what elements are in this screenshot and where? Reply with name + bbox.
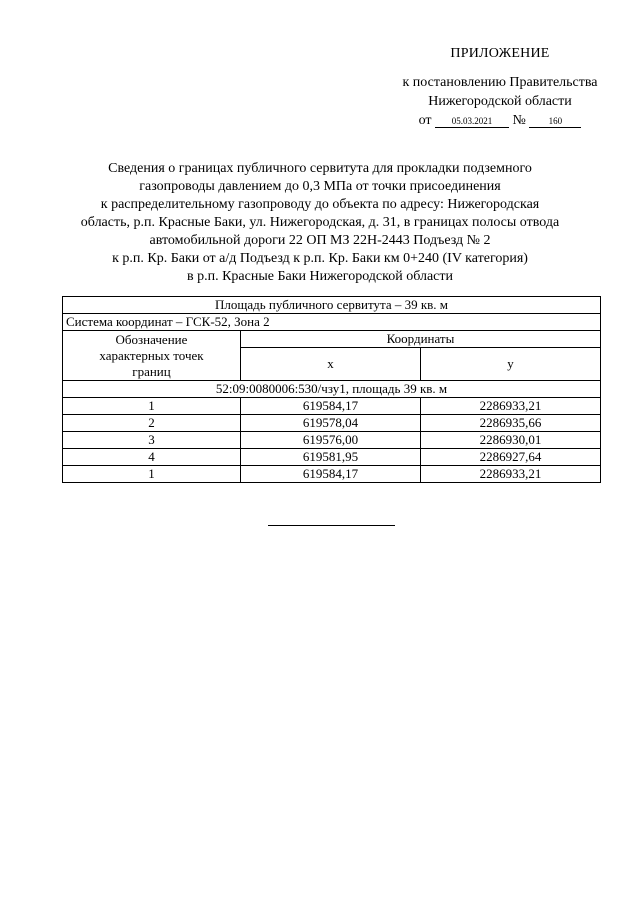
point-cell: 3 [63, 432, 241, 449]
area-title: Площадь публичного сервитута – 39 кв. м [63, 297, 601, 314]
y-cell: 2286930,01 [420, 432, 600, 449]
heading-line: Сведения о границах публичного сервитута для прокладки подземного [108, 161, 532, 176]
point-cell: 2 [63, 415, 241, 432]
table-parcel-row [63, 381, 601, 398]
col-header-points-line: границ [132, 363, 171, 379]
appendix-title: ПРИЛОЖЕНИЕ [450, 46, 550, 61]
table-row [63, 415, 601, 432]
parcel-label: 52:09:0080006:530/чзу1, площадь 39 кв. м [63, 381, 601, 398]
y-cell: 2286933,21 [420, 398, 600, 415]
col-header-coords: Координаты [240, 331, 600, 348]
appendix-date-line [419, 111, 582, 130]
col-header-x: х [240, 348, 420, 381]
heading-line: автомобильной дороги 22 ОП МЗ 22Н-2443 Подъезд № 2 [149, 233, 491, 248]
heading-line: к р.п. Кр. Баки от а/д Подъезд к р.п. Кр. Баки км 0+240 (IV категория) [112, 251, 528, 266]
heading-line: к распределительному газопроводу до объекта по адресу: Нижегородская [100, 197, 540, 212]
point-cell: 4 [63, 449, 241, 466]
heading-line: область, р.п. Красные Баки, ул. Нижегородская, д. 31, в границах полосы отвода [80, 215, 560, 230]
y-cell: 2286933,21 [420, 466, 600, 483]
y-cell: 2286935,66 [420, 415, 600, 432]
table-system-row [63, 314, 601, 331]
x-cell: 619578,04 [240, 415, 420, 432]
from-label: от [418, 113, 432, 128]
point-cell: 1 [63, 466, 241, 483]
document-heading [40, 160, 600, 286]
x-cell: 619584,17 [240, 466, 420, 483]
col-header-points-line: Обозначение [115, 331, 188, 347]
table-area-row [63, 297, 601, 314]
x-cell: 619581,95 [240, 449, 420, 466]
point-cell: 1 [63, 398, 241, 415]
heading-line: газопроводы давлением до 0,3 МПа от точки присоединения [139, 179, 501, 194]
col-header-points [63, 331, 241, 381]
decree-number: 160 [529, 115, 581, 128]
coordinates-table [62, 296, 601, 483]
appendix-line-2: Нижегородской области [428, 94, 572, 109]
y-cell: 2286927,64 [420, 449, 600, 466]
table-row [63, 398, 601, 415]
appendix-block [360, 44, 640, 130]
x-cell: 619584,17 [240, 398, 420, 415]
appendix-line-1: к постановлению Правительства [402, 75, 598, 90]
col-header-points-line: характерных точек [99, 347, 204, 363]
x-cell: 619576,00 [240, 432, 420, 449]
number-label: № [512, 113, 526, 128]
table-row [63, 449, 601, 466]
heading-line: в р.п. Красные Баки Нижегородской области [186, 269, 454, 284]
col-header-y: у [420, 348, 600, 381]
table-row [63, 466, 601, 483]
coord-system: Система координат – ГСК-52, Зона 2 [63, 314, 601, 331]
end-divider [268, 525, 395, 526]
table-header-row [63, 331, 601, 348]
table-row [63, 432, 601, 449]
decree-date: 05.03.2021 [435, 115, 509, 128]
appendix-gap [360, 63, 640, 73]
